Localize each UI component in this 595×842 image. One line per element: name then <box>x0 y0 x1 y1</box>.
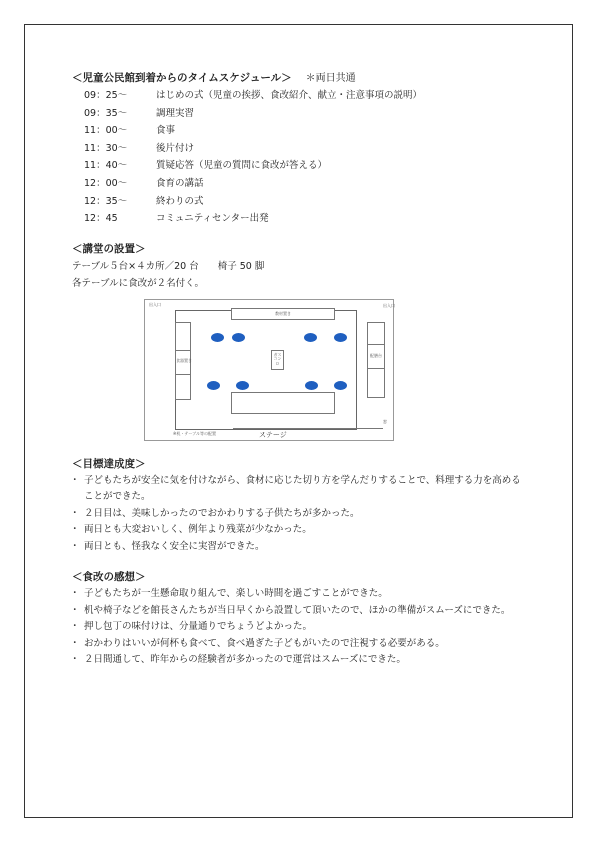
right-table-upper <box>367 322 385 346</box>
staff-marker <box>334 381 347 390</box>
impression-item: ・ おかわりはいいが何杯も食べて、食べ過ぎた子どもがいたので注視する必要がある。 <box>72 636 522 653</box>
left-table-upper <box>175 322 191 352</box>
document-body <box>72 70 522 669</box>
schedule-row: 12：00～ 食育の講話 <box>84 177 204 189</box>
schedule-row: 09：25～ はじめの式（児童の挨拶、食改紹介、献立・注意事項の説明） <box>84 90 423 101</box>
diagram-right-label-bottom: 窓 <box>383 418 387 424</box>
right-table-middle: 配膳台 <box>367 344 385 370</box>
center-gas-stove: ガスコンロ <box>271 350 284 370</box>
goal-heading: ＜目標達成度＞ <box>72 457 146 470</box>
staff-marker <box>305 381 318 390</box>
schedule-row: 11：00～ 食事 <box>84 125 176 137</box>
schedule-row: 11：30～ 後片付け <box>84 142 195 154</box>
schedule-row: 11：40～ 質疑応答（児童の質問に食改が答える） <box>84 160 328 172</box>
impression-item: ・ 机や椅子などを館長さんたちが当日早くから設置して頂いたので、ほかの準備がスムーズにできた。 <box>72 603 522 620</box>
goal-item: ・ 子どもたちが安全に気を付けながら、食材に応じた切り方を学んだりすることで、料理する力を高めることができた。 <box>72 473 522 506</box>
hall-layout-diagram <box>144 299 394 441</box>
schedule-row: 09：35～ 調理実習 <box>84 107 195 119</box>
stage-area <box>233 428 383 440</box>
left-table-middle: 食器置き <box>175 350 191 376</box>
stage-label: ステージ <box>259 430 287 439</box>
goal-item: ・ ２日目は、美味しかったのでおかわりする子供たちが多かった。 <box>72 506 522 523</box>
impression-item: ・ 子どもたちが一生懸命取り組んで、楽しい時間を過ごすことができた。 <box>72 586 522 603</box>
schedule-row: 12：35～ 終わりの式 <box>84 195 204 207</box>
schedule-row: 12：45 コミュニティセンター出発 <box>84 213 269 225</box>
bottom-table-row <box>231 392 335 414</box>
schedule-heading: ＜児童公民館到着からのタイムスケジュール＞ ＊両日共通 <box>72 72 356 84</box>
diagram-entrance-label: 出入口 <box>149 301 161 307</box>
hall-line-1: テーブル５台×４カ所／20 台 椅子 50 脚 <box>72 260 265 272</box>
impression-item: ・ 押し包丁の味付けは、分量通りでちょうどよかった。 <box>72 619 522 636</box>
diagram-right-label-top: 出入口 <box>383 302 395 308</box>
impression-item: ・ ２日間通して、昨年からの経験者が多かったので運営はスムーズにできた。 <box>72 652 522 669</box>
hall-line-2: 各テーブルに食改が２名付く。 <box>72 277 204 289</box>
staff-marker <box>236 381 249 390</box>
left-table-lower <box>175 374 191 400</box>
staff-marker <box>211 333 224 342</box>
schedule-note: ＊両日共通 <box>305 73 356 84</box>
hall-heading: ＜講堂の設置＞ <box>72 242 146 255</box>
impression-heading: ＜食改の感想＞ <box>72 571 146 584</box>
staff-marker <box>304 333 317 342</box>
right-table-lower <box>367 368 385 398</box>
goal-item: ・ 両日とも、怪我なく安全に実習ができた。 <box>72 539 522 556</box>
diagram-bottom-note: ※机・テーブル等の配置 <box>173 430 216 436</box>
staff-marker <box>232 333 245 342</box>
staff-marker <box>334 333 347 342</box>
schedule-list <box>84 87 522 228</box>
staff-marker <box>207 381 220 390</box>
top-table-row: 教材置き <box>231 308 335 320</box>
goal-item: ・ 両日とも大変おいしく、例年より残菜が少なかった。 <box>72 522 522 539</box>
